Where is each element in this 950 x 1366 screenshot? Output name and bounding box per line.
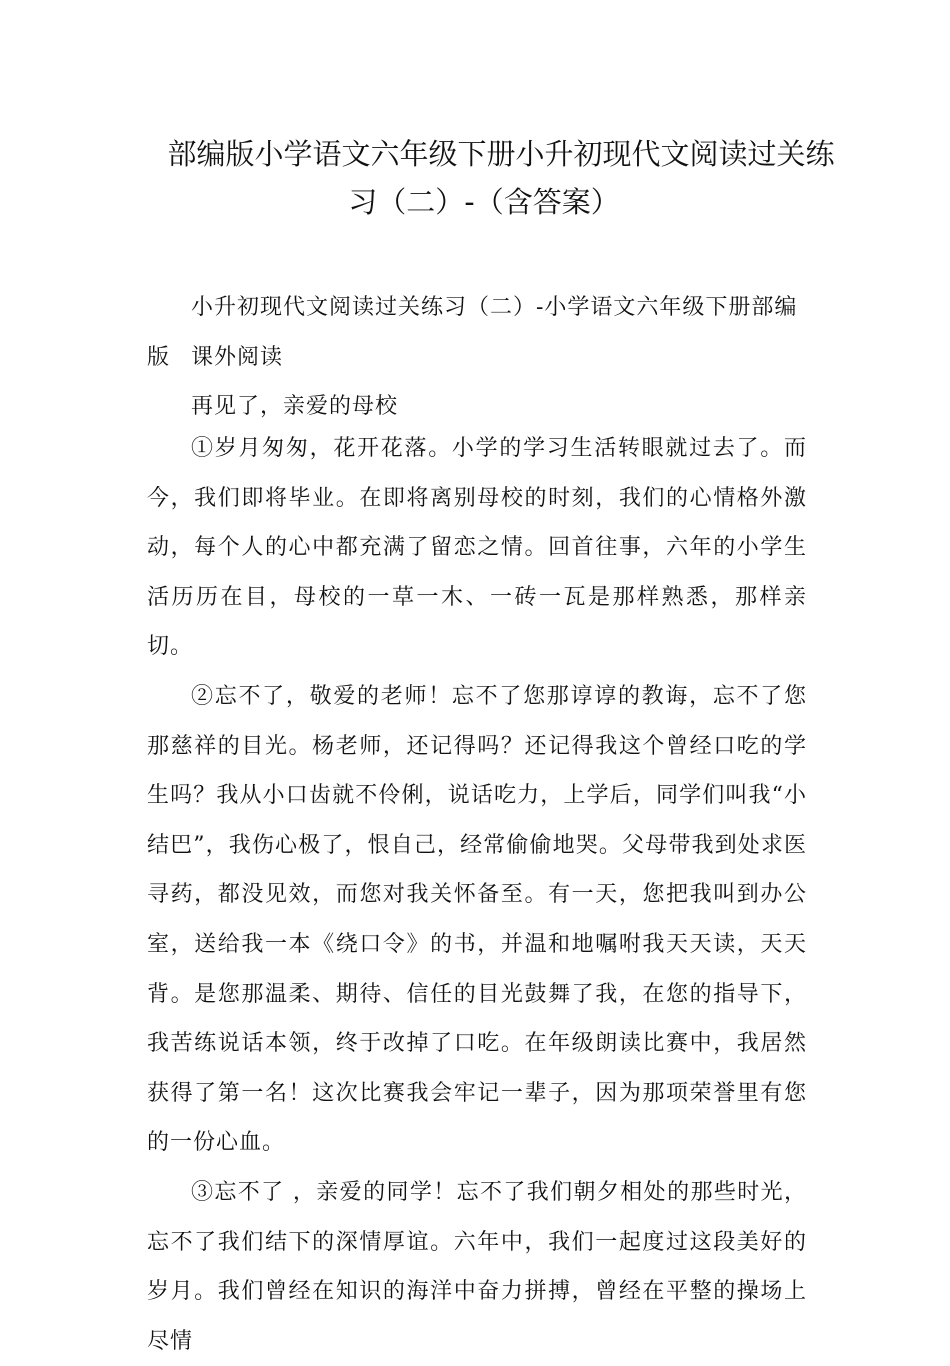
article-title: 再见了，亲爱的母校 — [191, 394, 399, 419]
subtitle-line-1: 小升初现代文阅读过关练习（二）-小学语文六年级下册部编版 — [147, 295, 798, 370]
document-title-line-2: 习（二）-（含答案） — [348, 185, 620, 219]
article-body — [147, 424, 807, 1366]
paragraph-1: ①岁月匆匆，花开花落。小学的学习生活转眼就过去了。而今，我们即将毕业。在即将离别母校的时刻，我们的心情格外激动，每个人的心中都充满了留恋之情。回首往事，六年的小学生活历历在目，母校的一草一木、一砖一瓦是那样熟悉，那样亲切。 — [147, 436, 807, 660]
document-title-line-1: 部编版小学语文六年级下册小升初现代文阅读过关练 — [167, 137, 835, 171]
subtitle-line-2: 课外阅读 — [191, 345, 284, 370]
paragraph-2: ②忘不了，敬爱的老师！忘不了您那谆谆的教诲，忘不了您那慈祥的目光。杨老师，还记得吗？还记得我这个曾经口吃的学生吗？我从小口齿就不伶俐，说话吃力，上学后，同学们叫我“小结巴”，我伤心极了，恨自己，经常偷偷地哭。父母带我到处求医寻药，都没见效，而您对我关怀备至。有一天，您把我叫到办公室，送给我一本《绕口令》的书，并温和地嘱咐我天天读，天天背。是您那温柔、期待、信任的目光鼓舞了我，在您的指导下，我苦练说话本领，终于改掉了口吃。在年级朗读比赛中，我居然获得了第一名！这次比赛我会牢记一辈子，因为那项荣誉里有您的一份心血。 — [147, 683, 807, 1156]
paragraph-3: ③忘不了 ，亲爱的同学！忘不了我们朝夕相处的那些时光，忘不了我们结下的深情厚谊。六年中，我们一起度过这段美好的岁月。我们曾经在知识的海洋中奋力拼搏，曾经在平整的操场上尽情 — [147, 1179, 807, 1354]
